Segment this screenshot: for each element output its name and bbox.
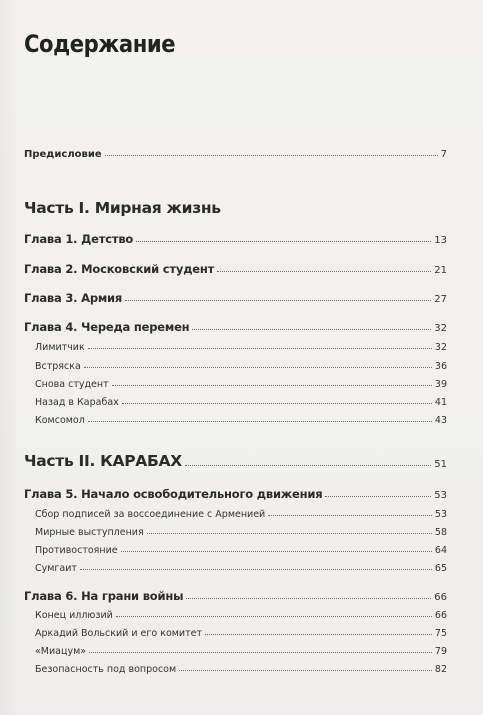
toc-entry-label: Глава 5. Начало освободительного движения: [24, 487, 323, 501]
leader-dots: [122, 402, 432, 404]
toc-entry-page: 13: [434, 235, 447, 246]
toc-entry-page: 66: [434, 592, 447, 603]
toc-entry-page: 41: [434, 397, 447, 408]
toc-entry-label: Конец иллюзий: [35, 610, 113, 621]
toc-section[interactable]: [35, 342, 447, 353]
toc-entry-page: 43: [434, 415, 447, 426]
toc-part-1[interactable]: [24, 199, 447, 217]
toc-entry-page: 36: [434, 361, 447, 372]
toc-part-label: Часть II. КАРАБАХ: [24, 452, 182, 470]
toc-entry-label: Сумгаит: [35, 563, 77, 574]
toc-entry-label: «Миацум»: [35, 646, 87, 657]
toc-entry-preface[interactable]: [24, 149, 447, 160]
toc-entry-page: 79: [434, 646, 447, 657]
toc-entry-page: 75: [434, 628, 447, 639]
toc-chapter-5[interactable]: [24, 487, 447, 501]
toc-entry-page: 51: [434, 459, 447, 470]
toc-entry-page: 66: [434, 610, 447, 621]
toc-part-label: Часть I. Мирная жизнь: [24, 199, 221, 217]
leader-dots: [88, 347, 432, 349]
toc-entry-page: 39: [434, 379, 447, 390]
toc-section[interactable]: [35, 664, 447, 675]
toc-chapter-3[interactable]: [24, 291, 447, 305]
toc-entry-label: Предисловие: [24, 149, 102, 160]
leader-dots: [121, 550, 432, 552]
toc-entry-page: 32: [434, 342, 447, 353]
leader-dots: [205, 633, 432, 635]
page-title: Содержание: [24, 30, 176, 58]
toc-entry-label: Лимитчик: [35, 342, 85, 353]
toc-chapter-1[interactable]: [24, 232, 447, 246]
toc-entry-label: Глава 6. На грани войны: [24, 589, 184, 603]
leader-dots: [192, 328, 431, 330]
toc-entry-label: Комсомол: [35, 415, 85, 426]
toc-entry-page: 64: [434, 545, 447, 556]
toc-entry-label: Безопасность под вопросом: [35, 664, 177, 675]
toc-chapter-6[interactable]: [24, 589, 447, 603]
toc-entry-page: 7: [440, 149, 447, 160]
leader-dots: [105, 154, 438, 156]
toc-entry-label: Глава 2. Московский студент: [24, 262, 215, 276]
toc-section[interactable]: [35, 361, 447, 372]
toc-entry-label: Сбор подписей за воссоединение с Арменией: [35, 509, 266, 520]
leader-dots: [125, 299, 431, 301]
toc-entry-label: Назад в Карабах: [35, 397, 119, 408]
toc-entry-page: 53: [434, 509, 447, 520]
leader-dots: [84, 366, 432, 368]
toc-section[interactable]: [35, 563, 447, 574]
toc-section[interactable]: [35, 545, 447, 556]
leader-dots: [80, 568, 432, 570]
toc-entry-label: Глава 1. Детство: [24, 232, 134, 246]
leader-dots: [179, 669, 432, 671]
toc-section[interactable]: [35, 379, 447, 390]
toc-entry-label: Встряска: [35, 361, 81, 372]
toc-entry-page: 82: [434, 664, 447, 675]
toc-entry-label: Глава 4. Череда перемен: [24, 320, 190, 334]
toc-entry-label: Мирные выступления: [35, 527, 144, 538]
leader-dots: [116, 615, 432, 617]
leader-dots: [136, 240, 431, 242]
toc-section[interactable]: [35, 628, 447, 639]
toc-section[interactable]: [35, 509, 447, 520]
toc-section[interactable]: [35, 397, 447, 408]
leader-dots: [112, 384, 432, 386]
leader-dots: [217, 270, 431, 272]
leader-dots: [268, 514, 432, 516]
leader-dots: [88, 420, 432, 422]
toc-entry-page: 65: [434, 563, 447, 574]
toc-entry-page: 27: [434, 294, 447, 305]
toc-chapter-4[interactable]: [24, 320, 447, 334]
toc-entry-page: 53: [434, 490, 447, 501]
toc-entry-label: Аркадий Вольский и его комитет: [35, 628, 203, 639]
leader-dots: [185, 464, 431, 466]
leader-dots: [186, 597, 431, 599]
toc-section[interactable]: [35, 415, 447, 426]
toc-entry-page: 21: [434, 265, 447, 276]
toc-section[interactable]: [35, 610, 447, 621]
toc-entry-label: Противостояние: [35, 545, 118, 556]
toc-section[interactable]: [35, 527, 447, 538]
toc-entry-label: Снова студент: [35, 379, 109, 390]
table-of-contents: [24, 0, 447, 715]
toc-section[interactable]: [35, 646, 447, 657]
toc-entry-label: Глава 3. Армия: [24, 291, 123, 305]
toc-entry-page: 58: [434, 527, 447, 538]
leader-dots: [89, 651, 432, 653]
toc-chapter-2[interactable]: [24, 262, 447, 276]
toc-entry-page: 32: [434, 323, 447, 334]
leader-dots: [325, 495, 431, 497]
leader-dots: [147, 532, 432, 534]
toc-part-2[interactable]: [24, 452, 447, 470]
